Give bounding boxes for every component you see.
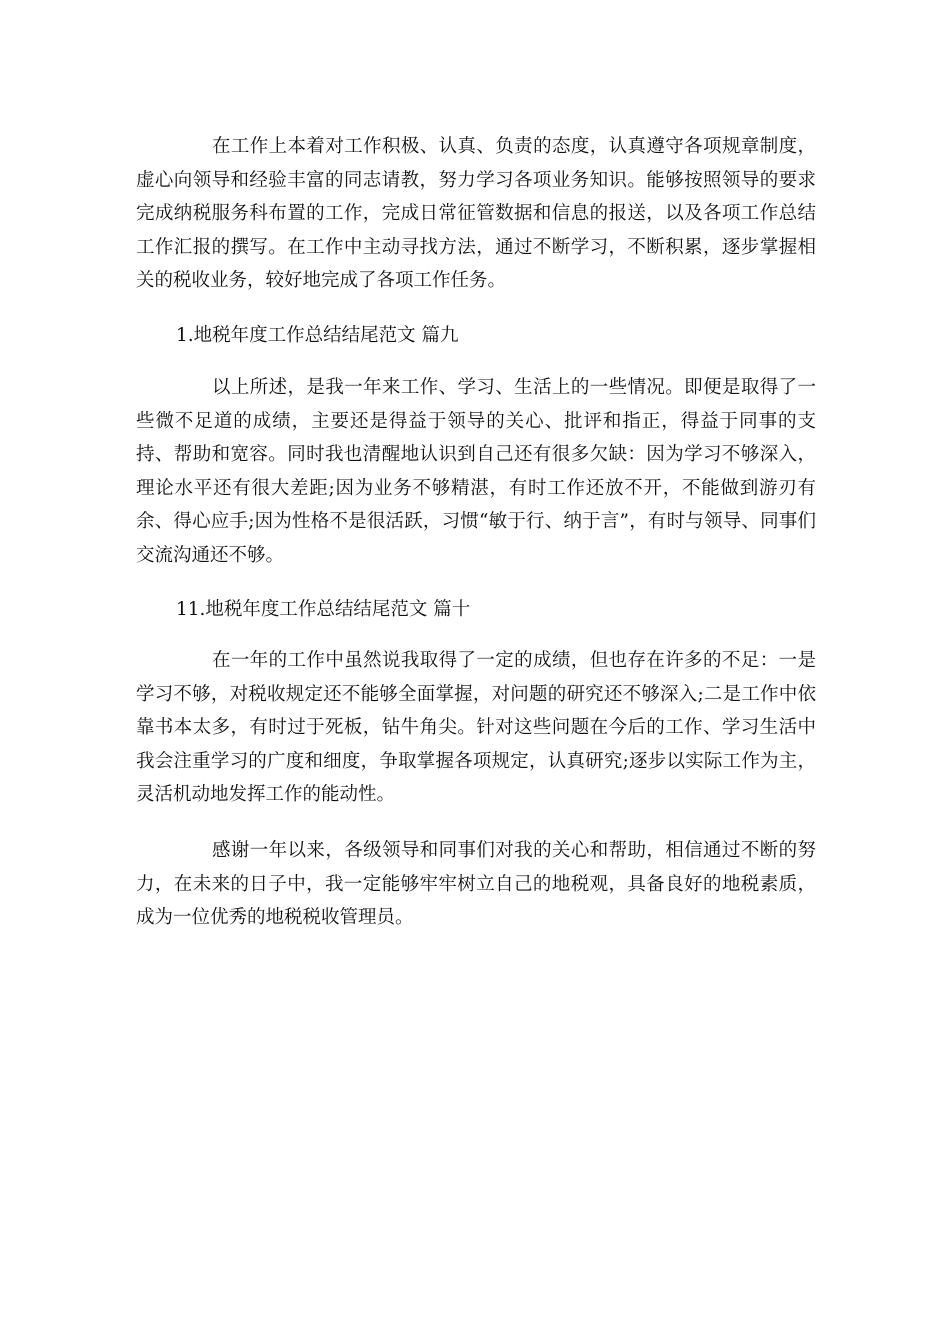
section-heading-part-ten: 11.地税年度工作总结结尾范文 篇十 — [176, 599, 471, 620]
paragraph-work-attitude: 在工作上本着对工作积极、认真、负责的态度，认真遵守各项规章制度，虚心向领导和经验丰富的同志请教，努力学习各项业务知识。能够按照领导的要求完成纳税服务科布置的工作，完成日常征管数据和信息的报送，以及各项工作总结工作汇报的撰写。在工作中主动寻找方法，通过不断学习，不断积累，逐步掌握相关的税收业务，较好地完成了各项工作任务。 — [136, 136, 816, 291]
paragraph-year-summary: 以上所述，是我一年来工作、学习、生活上的一些情况。即便是取得了一些微不足道的成绩，主要还是得益于领导的关心、批评和指正，得益于同事的支持、帮助和宽容。同时我也清醒地认识到自己还有很多欠缺：因为学习不够深入，理论水平还有很大差距;因为业务不够精湛，有时工作还放不开，不能做到游刃有余、得心应手;因为性格不是很活跃，习惯“敏于行、纳于言”，有时与领导、同事们交流沟通还不够。 — [136, 377, 816, 566]
paragraph-thanks: 感谢一年以来，各级领导和同事们对我的关心和帮助，相信通过不断的努力，在未来的日子中，我一定能够牢牢树立自己的地税观，具备良好的地税素质，成为一位优秀的地税税收管理员。 — [136, 840, 816, 928]
paragraph-shortcomings: 在一年的工作中虽然说我取得了一定的成绩，但也存在许多的不足：一是学习不够，对税收规定还不能够全面掌握，对问题的研究还不够深入;二是工作中依靠书本太多，有时过于死板，钻牛角尖。针对这些问题在今后的工作、学习生活中我会注重学习的广度和细度，争取掌握各项规定，认真研究;逐步以实际工作为主，灵活机动地发挥工作的能动性。 — [136, 650, 816, 805]
section-heading-part-nine: 1.地税年度工作总结结尾范文 篇九 — [176, 325, 459, 346]
